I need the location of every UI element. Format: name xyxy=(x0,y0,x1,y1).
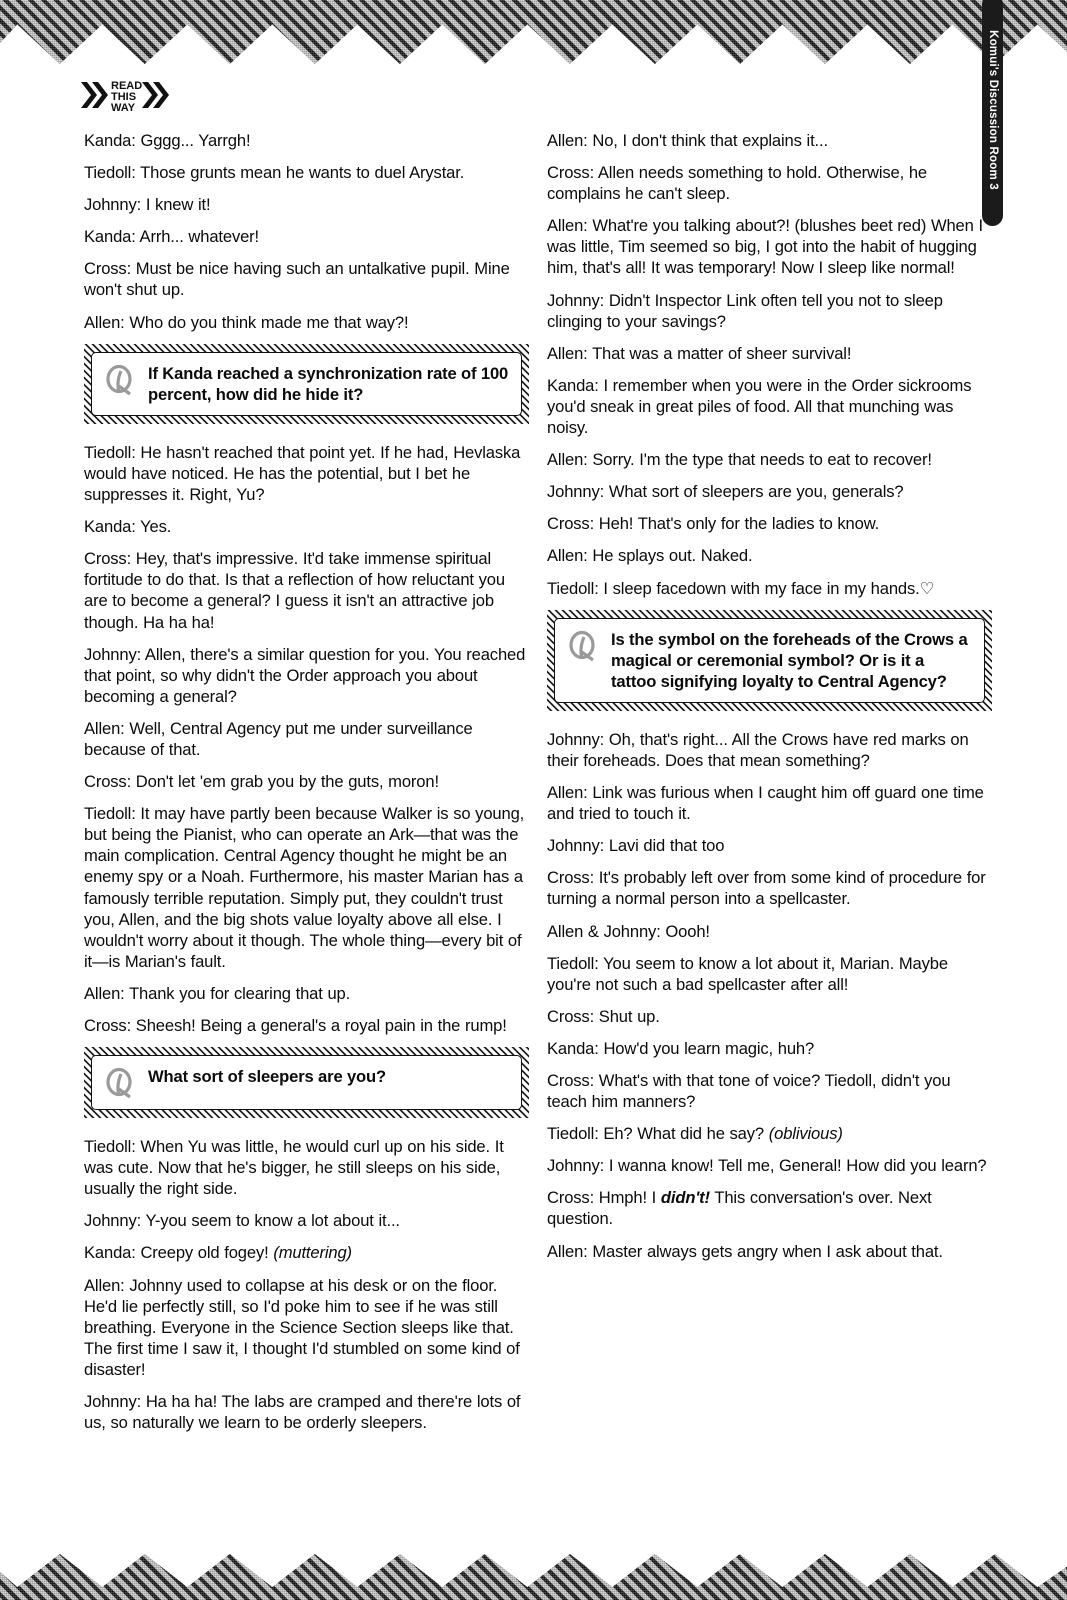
dialogue-line: Johnny: I knew it! xyxy=(84,195,211,215)
dialogue-line: Allen: No, I don't think that explains it... xyxy=(547,131,828,150)
dialogue-line: Allen: Thank you for clearing that up. xyxy=(84,983,351,1003)
dialogue-line: Cross: What's with that tone of voice? Tiedoll, didn't you teach him manners? xyxy=(547,1071,951,1112)
dialogue-line: Allen & Johnny: Oooh! xyxy=(547,921,710,941)
question-box-inner xyxy=(91,1055,522,1110)
read-line-3: WAY xyxy=(111,102,136,114)
question-mark-badge xyxy=(567,630,599,662)
dialogue-line: Johnny: I wanna know! Tell me, General! How did you learn? xyxy=(547,1156,987,1176)
top-zigzag-border xyxy=(0,0,1067,64)
read-this-way-icon xyxy=(79,74,171,116)
dialogue-line: Kanda: Yes. xyxy=(84,517,172,537)
question-box-inner xyxy=(91,352,522,416)
dialogue-line: Johnny: Ha ha ha! The labs are cramped and there're lots of us, so naturally we learn to be orderly sleepers. xyxy=(84,1392,521,1433)
emphasis-italic: (muttering) xyxy=(273,1243,352,1263)
question-text: What sort of sleepers are you? xyxy=(148,1067,387,1087)
question-box xyxy=(547,610,992,711)
question-text: If Kanda reached a synchronization rate of 100 percent, how did he hide it? xyxy=(148,363,509,404)
dialogue-line: Cross: Heh! That's only for the ladies to know. xyxy=(547,514,880,534)
dialogue-line: Allen: Master always gets angry when I ask about that. xyxy=(547,1241,943,1261)
dialogue-line: Johnny: What sort of sleepers are you, generals? xyxy=(547,482,904,502)
dialogue-line: Allen: Well, Central Agency put me under surveillance because of that. xyxy=(84,718,473,759)
dialogue-line: Johnny: Y-you seem to know a lot about it... xyxy=(84,1211,400,1231)
read-line-1: READ xyxy=(111,80,143,92)
dialogue-line: Kanda: Arrh... whatever! xyxy=(84,227,260,247)
dialogue-line: Tiedoll: You seem to know a lot about it, Marian. Maybe you're not such a bad spellcaster after all! xyxy=(547,953,948,994)
dialogue-line: Cross: Don't let 'em grab you by the guts, moron! xyxy=(84,772,439,792)
dialogue-line: Tiedoll: He hasn't reached that point yet. If he had, Hevlaska would have noticed. He has the potential, but I bet he suppresses it. Right, Yu? xyxy=(84,442,521,505)
dialogue-line: Allen: That was a matter of sheer survival! xyxy=(547,343,852,363)
dialogue-line: Cross: Hmph! I didn't! This conversation's over. Next question. xyxy=(547,1188,932,1229)
dialogue-line: Johnny: Lavi did that too xyxy=(547,836,725,856)
top-zigzag-fill xyxy=(0,0,1067,64)
dialogue-line: Tiedoll: It may have partly been because Walker is so young, but being the Pianist, who can operate an Ark—that was the main complication. Central Agency thought he might be an enemy spy or a Noah. Furthermore, his master Marian has a famously terrible reputation. Simply put, they couldn't trust you, Allen, and the big shots value loyalty above all else. I wouldn't worry about it though. The whole thing—every bit of it—is Marian's fault. xyxy=(84,804,525,971)
dialogue-line: Johnny: Oh, that's right... All the Crows have red marks on their foreheads. Does that mean something? xyxy=(547,729,969,770)
question-mark-icon xyxy=(567,630,599,662)
dialogue-line: Cross: Shut up. xyxy=(547,1006,660,1026)
dialogue-line: Johnny: Didn't Inspector Link often tell you not to sleep clinging to your savings? xyxy=(547,290,943,331)
dialogue-line: Cross: Allen needs something to hold. Otherwise, he complains he can't sleep. xyxy=(547,163,928,204)
question-box xyxy=(84,1047,529,1118)
dialogue-line: Tiedoll: I sleep facedown with my face in my hands.♡ xyxy=(547,578,935,598)
dialogue-line: Allen: Johnny used to collapse at his desk or on the floor. He'd lie perfectly still, so I'd poke him to see if he was still breathing. Everyone in the Science Section sleeps like that. The first time I saw it, I thought I'd stumbled on some kind of disaster! xyxy=(84,1275,520,1379)
question-text: Is the symbol on the foreheads of the Crows a magical or ceremonial symbol? Or is it a tattoo signifying loyalty to Central Agency? xyxy=(611,629,968,691)
dialogue-line: Tiedoll: When Yu was little, he would curl up on his side. It was cute. Now that he's bigger, he still sleeps on his side, usually the right side. xyxy=(84,1137,504,1199)
dialogue-line: Cross: Must be nice having such an untalkative pupil. Mine won't shut up. xyxy=(84,259,510,300)
question-mark-icon xyxy=(104,1067,136,1099)
question-box-inner xyxy=(554,618,985,703)
emphasis-italic: (oblivious) xyxy=(768,1124,843,1144)
question-mark-badge xyxy=(104,1067,136,1099)
bottom-zigzag-border xyxy=(0,1508,1067,1600)
dialogue-line: Kanda: I remember when you were in the Order sickrooms you'd sneak in great piles of food. All that munching was noisy. xyxy=(547,375,972,438)
dialogue-line: Kanda: Creepy old fogey! (muttering) xyxy=(84,1243,352,1263)
question-mark-badge xyxy=(104,364,136,396)
dialogue-line: Allen: What're you talking about?! (blushes beet red) When I was little, Tim seemed so big, I got into the habit of hugging him, that's all! It was temporary! Now I sleep like normal! xyxy=(547,216,983,278)
dialogue-line: Allen: Who do you think made me that way?! xyxy=(84,312,409,332)
bottom-zigzag-fill xyxy=(0,1508,1067,1600)
dialogue-line: Tiedoll: Eh? What did he say? (oblivious) xyxy=(547,1124,843,1144)
dialogue-line: Cross: Hey, that's impressive. It'd take immense spiritual fortitude to do that. Is that a reflection of how reluctant you are to become a general? I guess it isn't an attractive job though. Ha ha ha! xyxy=(84,549,505,632)
dialogue-line: Allen: He splays out. Naked. xyxy=(547,546,753,566)
dialogue-line: Kanda: How'd you learn magic, huh? xyxy=(547,1038,815,1058)
dialogue-line: Tiedoll: Those grunts mean he wants to duel Arystar. xyxy=(84,163,465,183)
right-text-column xyxy=(547,130,992,1262)
side-tab-label: Komui's Discussion Room 3 xyxy=(987,30,999,190)
dialogue-line: Johnny: Allen, there's a similar question for you. You reached that point, so why didn't the Order approach you about becoming a general? xyxy=(84,644,526,706)
dialogue-line: Cross: Sheesh! Being a general's a royal pain in the rump! xyxy=(84,1016,507,1035)
emphasis-bold-italic: didn't! xyxy=(660,1188,710,1208)
question-box xyxy=(84,344,529,424)
dialogue-line: Allen: Link was furious when I caught him off guard one time and tried to touch it. xyxy=(547,783,984,824)
dialogue-line: Allen: Sorry. I'm the type that needs to eat to recover! xyxy=(547,450,932,470)
dialogue-line: Kanda: Gggg... Yarrgh! xyxy=(84,131,251,150)
read-direction-arrows-icon xyxy=(79,74,171,116)
dialogue-line: Cross: It's probably left over from some kind of procedure for turning a normal person into a spellcaster. xyxy=(547,868,986,909)
left-text-column xyxy=(84,130,529,1433)
read-line-2: THIS xyxy=(111,91,137,103)
question-mark-icon xyxy=(104,364,136,396)
